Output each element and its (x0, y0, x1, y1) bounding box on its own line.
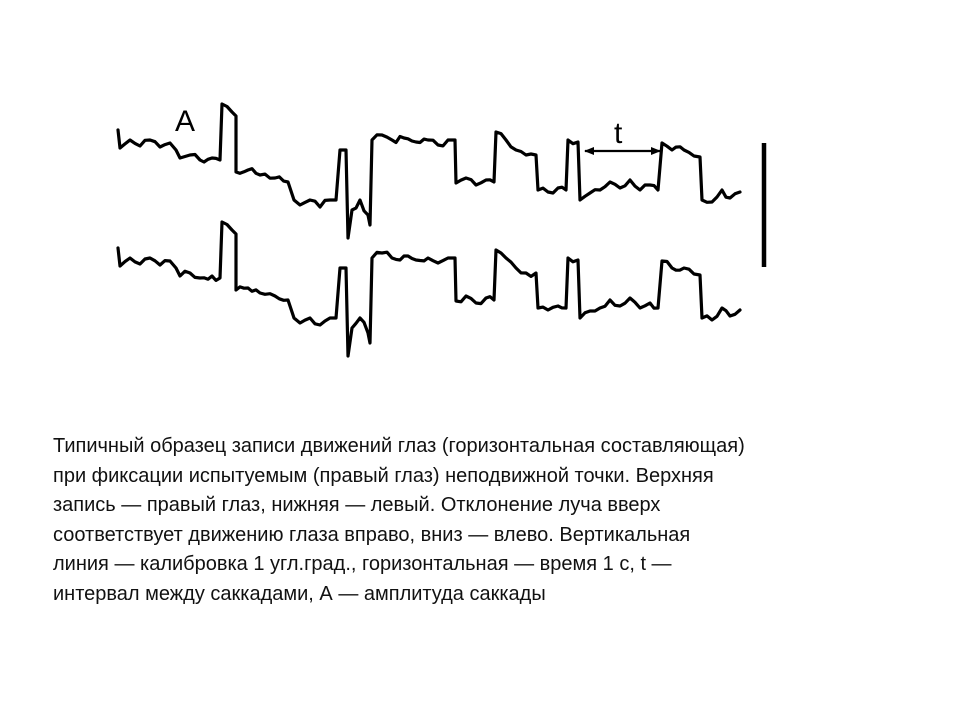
caption-line-6: интервал между саккадами, А — амплитуда саккады (53, 582, 546, 605)
interval-marker (584, 117, 661, 155)
caption-line-1: Типичный образец записи движений глаз (горизонтальная составляющая) (53, 435, 745, 457)
caption-line-4: соответствует движению глаза вправо, вниз — влево. Вертикальная (53, 523, 691, 546)
upper-trace-right-eye (118, 104, 740, 238)
lower-trace-left-eye (118, 222, 740, 356)
interval-label: t (614, 117, 623, 150)
amplitude-label: A (175, 105, 196, 138)
caption-line-5: линия — калибровка 1 угл.град., горизонтальная — время 1 с, t — (53, 553, 672, 575)
caption-line-3: запись — правый глаз, нижняя — левый. Отклонение луча вверх (53, 494, 661, 516)
figure-caption (53, 432, 913, 609)
interval-arrow-left (584, 147, 594, 155)
caption-line-2: при фиксации испытуемым (правый глаз) неподвижной точки. Верхняя (53, 464, 714, 487)
